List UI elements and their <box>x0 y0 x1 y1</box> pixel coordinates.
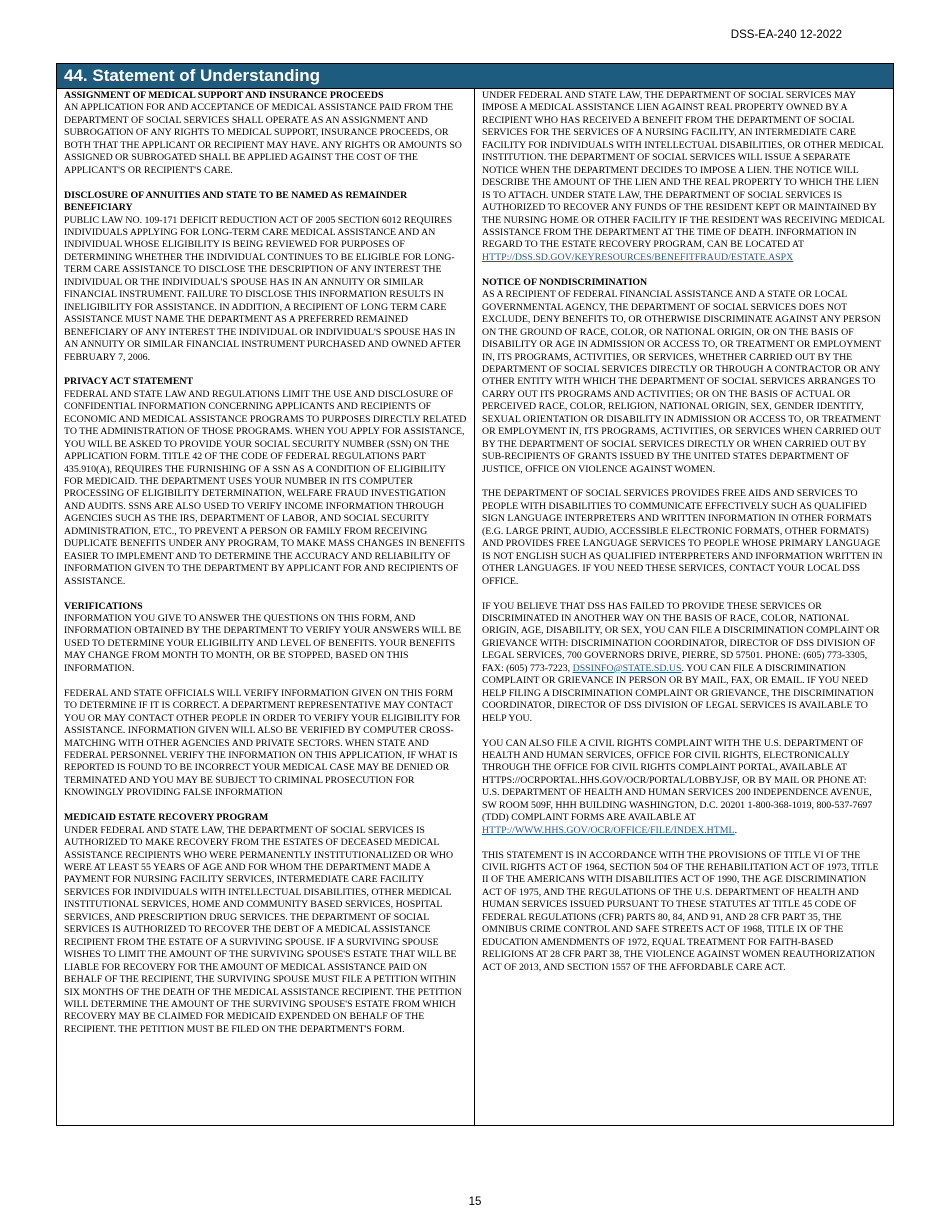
estate-recovery-section <box>64 812 467 1036</box>
privacy-title: PRIVACY ACT STATEMENT <box>64 376 194 388</box>
form-id: DSS-EA-240 12-2022 <box>730 29 842 41</box>
nondiscrimination-title: NOTICE OF NONDISCRIMINATION <box>482 276 648 288</box>
assignment-section <box>64 90 467 177</box>
verifications-title: VERIFICATIONS <box>64 600 143 612</box>
estate-recovery-title: MEDICAID ESTATE RECOVERY PROGRAM <box>64 812 269 824</box>
aids-services-paragraph: THE DEPARTMENT OF SOCIAL SERVICES PROVIDES FREE AIDS AND SERVICES TO PEOPLE WITH DISABILITIES TO COMMUNICATE EFFECTIVELY SUCH AS QUALIFIED SIGN LANGUAGE INTERPRETERS AND WRITTEN INFORMATION IN OTHER FORMATS (E.G. LARGE PRINT, AUDIO, ACCESSIBLE ELECTRONIC FORMATS, OTHER FORMATS) AND PROVIDES FREE LANGUAGE SERVICES TO PEOPLE WHOSE PRIMARY LANGUAGE IS NOT ENGLISH SUCH AS QUALIFIED INTERPRETERS AND INFORMATION WRITTEN IN OTHER LANGUAGES. IF YOU NEED THESE SERVICES, CONTACT YOUR LOCAL DSS OFFICE. <box>482 488 883 587</box>
grievance-body-b: . YOU CAN FILE A DISCRIMINATION COMPLAINT OR GRIEVANCE IN PERSON OR BY MAIL, FAX, OR EMAIL. IF YOU NEED HELP FILING A DISCRIMINATION COMPLAINT OR GRIEVANCE, THE DISCRIMINATION COORDINATOR, DIRECTOR OF DSS DIVISION OF LEGAL SERVICES IS AVAILABLE TO HELP YOU. <box>482 662 875 724</box>
assignment-title: ASSIGNMENT OF MEDICAL SUPPORT AND INSURANCE PROCEEDS <box>64 90 384 101</box>
civil-rights-body-b: . <box>734 824 738 836</box>
right-column <box>475 89 893 1126</box>
privacy-body: FEDERAL AND STATE LAW AND REGULATIONS LIMIT THE USE AND DISCLOSURE OF CONFIDENTIAL INFORMATION CONCERNING APPLICANTS AND RECIPIENTS OF ECONOMIC AND MEDICAL ASSISTANCE PROGRAMS TO PURPOSES DIRECTLY RELATED TO THE ADMINISTRATION OF THOSE PROGRAMS. WHEN YOU APPLY FOR ASSISTANCE, YOU WILL BE ASKED TO PROVIDE YOUR SOCIAL SECURITY NUMBER (SSN) ON THE APPLICATION FORM. TITLE 42 OF THE CODE OF FEDERAL REGULATIONS PART 435.910(A), REQUIRES THE FURNISHING OF A SSN AS A CONDITION OF ELIGIBILITY FOR MEDICAID. THE DEPARTMENT USES YOUR NUMBER IN ITS COMPUTER PROCESSING OF ELIGIBILITY DETERMINATION, WELFARE FRAUD INVESTIGATION AND AUDITS. SSNS ARE ALSO USED TO VERIFY INCOME INFORMATION THROUGH AGENCIES SUCH AS THE IRS, DEPARTMENT OF LABOR, AND SOCIAL SECURITY ADMINISTRATION, ETC., TO PREVENT A PERSON OR FAMILY FROM RECEIVING DUPLICATE BENEFITS UNDER ANY PROGRAM, TO MAKE MASS CHANGES IN BENEFITS EASIER TO IMPLEMENT AND TO DETERMINE THE ACCURACY AND RELIABILITY OF INFORMATION GIVEN TO THE DEPARTMENT BY APPLICANT FOR AND RECIPIENTS OF ASSISTANCE. <box>64 388 467 587</box>
statement-box <box>56 63 894 1126</box>
statement-columns <box>57 89 893 1126</box>
estate-recovery-body: UNDER FEDERAL AND STATE LAW, THE DEPARTMENT OF SOCIAL SERVICES IS AUTHORIZED TO MAKE RECOVERY FROM THE ESTATES OF DECEASED MEDICAL ASSISTANCE RECIPIENTS WHO WERE PERMANENTLY INSTITUTIONALIZED OR WHO WERE AT LEAST 55 YEARS OF AGE AND FOR WHOM THE DEPARTMENT MADE A PAYMENT FOR NURSING FACILITY SERVICES, INTERMEDIATE CARE FACILITY SERVICES FOR INDIVIDUALS WITH INTELLECTUAL DISABILITIES, OTHER MEDICAL INSTITUTIONAL SERVICES, HOME AND COMMUNITY BASED SERVICES, HOSPITAL SERVICES, AND PRESCRIPTION DRUG SERVICES. THE DEPARTMENT OF SOCIAL SERVICES IS AUTHORIZED TO RECOVER THE DEBT OF A MEDICAL ASSISTANCE RECIPIENT FROM THE ESTATE OF A SURVIVING SPOUSE. IF A SURVIVING SPOUSE WISHES TO LIMIT THE AMOUNT OF THE SURVIVING SPOUSE'S ESTATE THAT WILL BE LIABLE FOR RECOVERY FOR THE AMOUNT OF MEDICAL ASSISTANCE PAID ON BEHALF OF THE RECIPIENT, THE SURVIVING SPOUSE MUST FILE A PETITION WITHIN SIX MONTHS OF THE DEATH OF THE MEDICAL ASSISTANCE RECIPIENT. THE PETITION WILL DETERMINE THE AMOUNT OF THE SURVIVING SPOUSE'S ESTATE FROM WHICH RECOVERY MAY BE CLAIMED FOR MEDICAID EXPENDED ON BEHALF OF THE RECIPIENT. THE PETITION MUST BE FILED ON THE DEPARTMENT'S FORM. <box>64 824 462 1035</box>
grievance-paragraph <box>482 601 886 726</box>
lien-body: UNDER FEDERAL AND STATE LAW, THE DEPARTMENT OF SOCIAL SERVICES MAY IMPOSE A MEDICAL ASSISTANCE LIEN AGAINST REAL PROPERTY OWNED BY A RECIPIENT WHO HAS RECEIVED A BENEFIT FROM THE DEPARTMENT OF SOCIAL SERVICES FOR THE SERVICES OF A NURSING FACILITY, AN INTERMEDIATE CARE FACILITY FOR INDIVIDUALS WITH INTELLECTUAL DISABILITIES, OR OTHER MEDICAL INSTITUTION. THE DEPARTMENT OF SOCIAL SERVICES WILL ISSUE A SEPARATE NOTICE WHEN THE DEPARTMENT DECIDES TO IMPOSE A LIEN. THE NOTICE WILL DESCRIBE THE AMOUNT OF THE LIEN AND THE REAL PROPERTY TO WHICH THE LIEN IS TO ATTACH. UNDER STATE LAW, THE DEPARTMENT OF SOCIAL SERVICES IS AUTHORIZED TO RECOVER ANY FUNDS OF THE RESIDENT KEPT OR MAINTAINED BY THE NURSING HOME OR OTHER FACILITY IF THE RESIDENT WAS RECEIVING MEDICAL ASSISTANCE FROM THE DEPARTMENT AT THE TIME OF DEATH. INFORMATION IN REGARD TO THE ESTATE RECOVERY PROGRAM, CAN BE LOCATED AT <box>482 90 885 251</box>
section-title: 44. Statement of Understanding <box>57 64 893 89</box>
verifications-body-2: FEDERAL AND STATE OFFICIALS WILL VERIFY INFORMATION GIVEN ON THIS FORM TO DETERMINE IF IT IS CORRECT. A DEPARTMENT REPRESENTATIVE MAY CONTACT YOU OR MAY CONTACT OTHER PEOPLE IN ORDER TO VERIFY YOUR ELIGIBILITY FOR ASSISTANCE. INFORMATION GIVEN WILL ALSO BE VERIFIED BY COMPUTER CROSS-MATCHING WITH OTHER AGENCIES AND PRIVATE SECTORS. WHEN STATE AND FEDERAL PERSONNEL VERIFY THE INFORMATION ON THIS APPLICATION, IF WHAT IS REPORTED IS FOUND TO BE INCORRECT YOUR MEDICAL CASE MAY BE DENIED OR TERMINATED AND YOU MAY BE SUBJECT TO CRIMINAL PROSECUTION FOR KNOWINGLY PROVIDING FALSE INFORMATION <box>64 687 461 799</box>
lien-paragraph <box>482 90 886 264</box>
annuities-title: DISCLOSURE OF ANNUITIES AND STATE TO BE NAMED AS REMAINDER BENEFICIARY <box>64 189 408 214</box>
statutes-paragraph: THIS STATEMENT IS IN ACCORDANCE WITH THE PROVISIONS OF TITLE VI OF THE CIVIL RIGHTS ACT OF 1964, SECTION 504 OF THE REHABILITATION ACT OF 1973, TITLE II OF THE AMERICANS WITH DISABILITIES ACT OF 1990, THE AGE DISCRIMINATION ACT OF 1975, AND THE REGULATIONS OF THE U.S. DEPARTMENT OF HEALTH AND HUMAN SERVICES ISSUED PURSUANT TO THESE STATUTES AT TITLE 45 CODE OF FEDERAL REGULATIONS (CFR) PARTS 80, 84, AND 91, AND 28 CFR PART 35, THE OMNIBUS CRIME CONTROL AND SAFE STREETS ACT OF 1968, TITLE IX OF THE EDUCATION AMENDMENTS OF 1972, EQUAL TREATMENT FOR FAITH-BASED RELIGIONS AT 28 CFR PART 38, THE VIOLENCE AGAINST WOMEN REAUTHORIZATION ACT OF 2013, AND SECTION 1557 OF THE AFFORDABLE CARE ACT. <box>482 849 879 973</box>
hhs-ocr-link[interactable]: HTTP://WWW.HHS.GOV/OCR/OFFICE/FILE/INDEX.HTML <box>482 824 735 836</box>
grievance-body-a: IF YOU BELIEVE THAT DSS HAS FAILED TO PROVIDE THESE SERVICES OR DISCRIMINATED IN ANOTHER WAY ON THE BASIS OF RACE, COLOR, NATIONAL ORIGIN, AGE, DISABILITY, OR SEX, YOU CAN FILE A DISCRIMINATION COMPLAINT OR GRIEVANCE WITH: DISCRIMINATION COORDINATOR, DIRECTOR OF DSS DIVISION OF LEGAL SERVICES, 700 GOVERNORS DRIVE, PIERRE, SD 57501. PHONE: (605) 773-3305, FAX: (605) 773-7223, <box>482 600 880 674</box>
page-number: 15 <box>468 1196 482 1208</box>
privacy-section <box>64 376 467 588</box>
verifications-body: INFORMATION YOU GIVE TO ANSWER THE QUESTIONS ON THIS FORM, AND INFORMATION OBTAINED BY THE DEPARTMENT TO VERIFY YOUR ANSWERS WILL BE USED TO DETERMINE YOUR ELIGIBILITY AND LEVEL OF BENEFITS. YOUR BENEFITS MAY CHANGE FROM MONTH TO MONTH, OR BE STOPPED, BASED ON THIS INFORMATION. <box>64 612 462 674</box>
civil-rights-body-a: YOU CAN ALSO FILE A CIVIL RIGHTS COMPLAINT WITH THE U.S. DEPARTMENT OF HEALTH AND HUMAN SERVICES, OFFICE FOR CIVIL RIGHTS, ELECTRONICALLY THROUGH THE OFFICE FOR CIVIL RIGHTS COMPLAINT PORTAL, AVAILABLE AT HTTPS://OCRPORTAL.HHS.GOV/OCR/PORTAL/LOBBY.JSF, OR BY MAIL OR PHONE AT: U.S. DEPARTMENT OF HEALTH AND HUMAN SERVICES 200 INDEPENDENCE AVENUE, SW ROOM 509F, HHH BUILDING WASHINGTON, D.C. 20201 1-800-368-1019, 800-537-7697 (TDD) COMPLAINT FORMS ARE AVAILABLE AT <box>482 737 873 824</box>
civil-rights-paragraph <box>482 738 886 838</box>
assignment-body: AN APPLICATION FOR AND ACCEPTANCE OF MEDICAL ASSISTANCE PAID FROM THE DEPARTMENT OF SOCIAL SERVICES SHALL OPERATE AS AN ASSIGNMENT AND SUBROGATION OF ANY RIGHTS TO MEDICAL SUPPORT, INSURANCE PROCEEDS, OR BOTH THAT THE APPLICANT OR RECIPIENT MAY HAVE. ANY RIGHTS OR AMOUNTS SO ASSIGNED OR SUBROGATED SHALL BE APPLIED AGAINST THE COST OF THE APPLICANT'S OR RECIPIENT'S CARE. <box>64 102 462 176</box>
verifications-section <box>64 601 467 800</box>
dss-email-link[interactable]: DSSINFO@STATE.SD.US <box>572 662 682 674</box>
nondiscrimination-section <box>482 277 886 476</box>
annuities-body: PUBLIC LAW NO. 109-171 DEFICIT REDUCTION ACT OF 2005 SECTION 6012 REQUIRES INDIVIDUALS APPLYING FOR LONG-TERM CARE MEDICAL ASSISTANCE AND AN INDIVIDUAL WHOSE ELIGIBILITY IS BEING REVIEWED FOR PURPOSES OF DETERMINING WHETHER THE INDIVIDUAL CONTINUES TO BE ELIGIBLE FOR LONG-TERM CARE ASSISTANCE TO DISCLOSE THE DESCRIPTION OF ANY INTEREST THE INDIVIDUAL OR THE INDIVIDUAL'S SPOUSE HAS IN AN ANNUITY OR SIMILAR FINANCIAL INSTRUMENT. FAILURE TO DISCLOSE THIS INFORMATION RESULTS IN INELIGIBILITY FOR ASSISTANCE. IN ADDITION, A RECIPIENT OF LONG TERM CARE ASSISTANCE MUST NAME THE DEPARTMENT AS A PREFERRED REMAINED BENEFICIARY OF ANY INTEREST THE INDIVIDUAL OR INDIVIDUAL'S SPOUSE HAS IN AN ANNUITY OR SIMILAR FINANCIAL INSTRUMENT PURCHASED AND OWNED AFTER FEBRUARY 7, 2006. <box>64 214 461 363</box>
annuities-section <box>64 190 467 364</box>
left-column <box>57 89 475 1126</box>
nondiscrimination-body: AS A RECIPIENT OF FEDERAL FINANCIAL ASSISTANCE AND A STATE OR LOCAL GOVERNMENTAL AGENCY, THE DEPARTMENT OF SOCIAL SERVICES DOES NOT EXCLUDE, DENY BENEFITS TO, OR OTHERWISE DISCRIMINATE AGAINST ANY PERSON ON THE GROUND OF RACE, COLOR, OR NATIONAL ORIGIN, OR ON THE BASIS OF DISABILITY OR AGE IN ADMISSION OR ACCESS TO, OR TREATMENT OR EMPLOYMENT IN, ITS PROGRAMS, ACTIVITIES, OR SERVICES, WHETHER CARRIED OUT BY THE DEPARTMENT OF SOCIAL SERVICES DIRECTLY OR THROUGH A CONTRACTOR OR ANY OTHER ENTITY WITH WHICH THE DEPARTMENT OF SOCIAL SERVICES ARRANGES TO CARRY OUT ITS PROGRAMS AND ACTIVITIES; OR ON THE BASIS OF ACTUAL OR PERCEIVED RACE, COLOR, RELIGION, NATIONAL ORIGIN, SEX, GENDER IDENTITY, SEXUAL ORIENTATION OR DISABILITY IN ADMISSION OR ACCESS TO, OR TREATMENT OR EMPLOYMENT IN, ITS PROGRAMS, ACTIVITIES, OR SERVICES WHEN CARRIED OUT BY THE DEPARTMENT OF SOCIAL SERVICES DIRECTLY OR WHEN CARRIED OUT BY SUB-RECIPIENTS OF GRANTS ISSUED BY THE UNITED STATES DEPARTMENT OF JUSTICE, OFFICE ON VIOLENCE AGAINST WOMEN. <box>482 289 882 475</box>
estate-recovery-link[interactable]: HTTP://DSS.SD.GOV/KEYRESOURCES/BENEFITFRAUD/ESTATE.ASPX <box>482 251 794 263</box>
